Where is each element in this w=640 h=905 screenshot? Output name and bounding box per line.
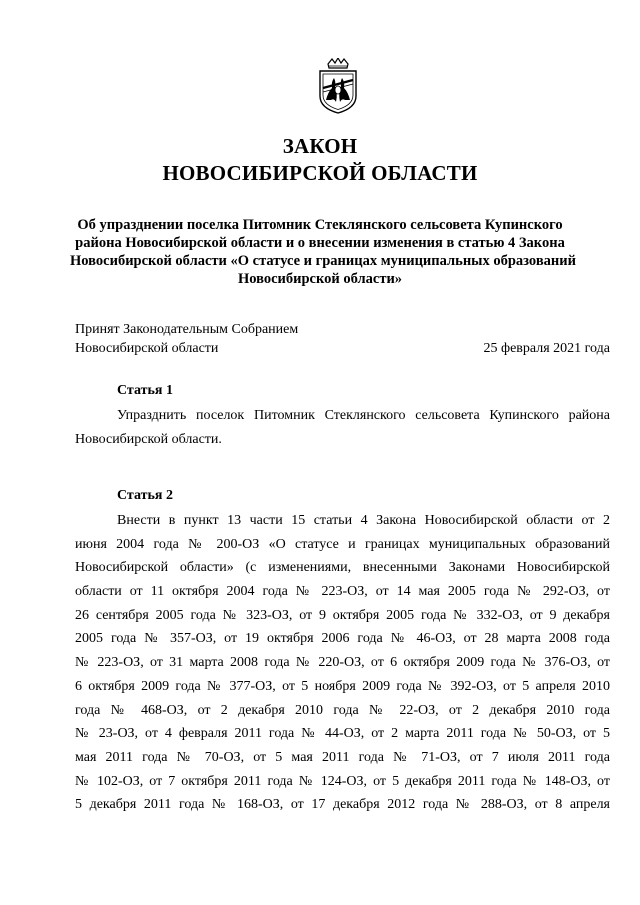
text-line: июня 2004 года № 200-ОЗ «О статусе и границах муниципальных образований	[75, 536, 610, 552]
adoption-date: 25 февраля 2021 года	[483, 341, 610, 356]
adoption-block	[75, 320, 610, 358]
law-subject-line: Об упразднении поселка Питомник Стеклянского сельсовета Купинского	[77, 217, 563, 233]
article-1-heading: Статья 1	[117, 383, 173, 398]
law-region-title: НОВОСИБИРСКОЙ ОБЛАСТИ	[162, 161, 478, 185]
law-title: ЗАКОН	[282, 134, 358, 158]
text-line: Упразднить поселок Питомник Стеклянского сельсовета Купинского района	[117, 408, 610, 423]
adoption-body: Принят Законодательным Собранием	[75, 322, 299, 337]
text-line: Новосибирской области.	[75, 431, 222, 447]
text-line: года № 468-ОЗ, от 2 декабря 2010 года № 22-ОЗ, от 2 декабря 2010 года	[75, 702, 610, 718]
law-subject-line: района Новосибирской области и о внесении изменения в статью 4 Закона	[75, 235, 565, 251]
novosibirsk-coat-of-arms-icon	[316, 58, 360, 114]
adoption-region: Новосибирской области	[75, 341, 219, 356]
text-line: 6 октября 2009 года № 377-ОЗ, от 5 ноября 2009 года № 392-ОЗ, от 5 апреля 2010	[75, 678, 610, 694]
text-line: Внести в пункт 13 части 15 статьи 4 Закона Новосибирской области от 2	[117, 513, 610, 528]
text-line: 5 декабря 2011 года № 168-ОЗ, от 17 декабря 2012 года № 288-ОЗ, от 8 апреля	[75, 797, 610, 813]
text-line: 26 сентября 2005 года № 323-ОЗ, от 9 октября 2005 года № 332-ОЗ, от 9 декабря	[75, 607, 610, 623]
law-subject-line: Новосибирской области «О статусе и границах муниципальных образований	[70, 253, 576, 269]
text-line: 2005 года № 357-ОЗ, от 19 октября 2006 года № 46-ОЗ, от 28 марта 2008 года	[75, 631, 610, 647]
text-line: № 102-ОЗ, от 7 октября 2011 года № 124-ОЗ, от 5 декабря 2011 года № 148-ОЗ, от	[75, 773, 610, 789]
article-2-heading: Статья 2	[117, 488, 173, 503]
text-line: мая 2011 года № 70-ОЗ, от 5 мая 2011 года № 71-ОЗ, от 7 июля 2011 года	[75, 749, 610, 765]
law-subject	[70, 216, 576, 288]
law-subject-line: Новосибирской области»	[237, 271, 403, 287]
text-line: Новосибирской области» (с изменениями, внесенными Законами Новосибирской	[75, 560, 610, 576]
text-line: области от 11 октября 2004 года № 223-ОЗ, от 14 мая 2005 года № 292-ОЗ, от	[75, 584, 610, 600]
article-2-text	[75, 509, 610, 817]
article-1-text	[75, 404, 610, 451]
text-line: № 23-ОЗ, от 4 февраля 2011 года № 44-ОЗ, от 2 марта 2011 года № 50-ОЗ, от 5	[75, 726, 610, 742]
text-line: № 223-ОЗ, от 31 марта 2008 года № 220-ОЗ, от 6 октября 2009 года № 376-ОЗ, от	[75, 655, 610, 671]
